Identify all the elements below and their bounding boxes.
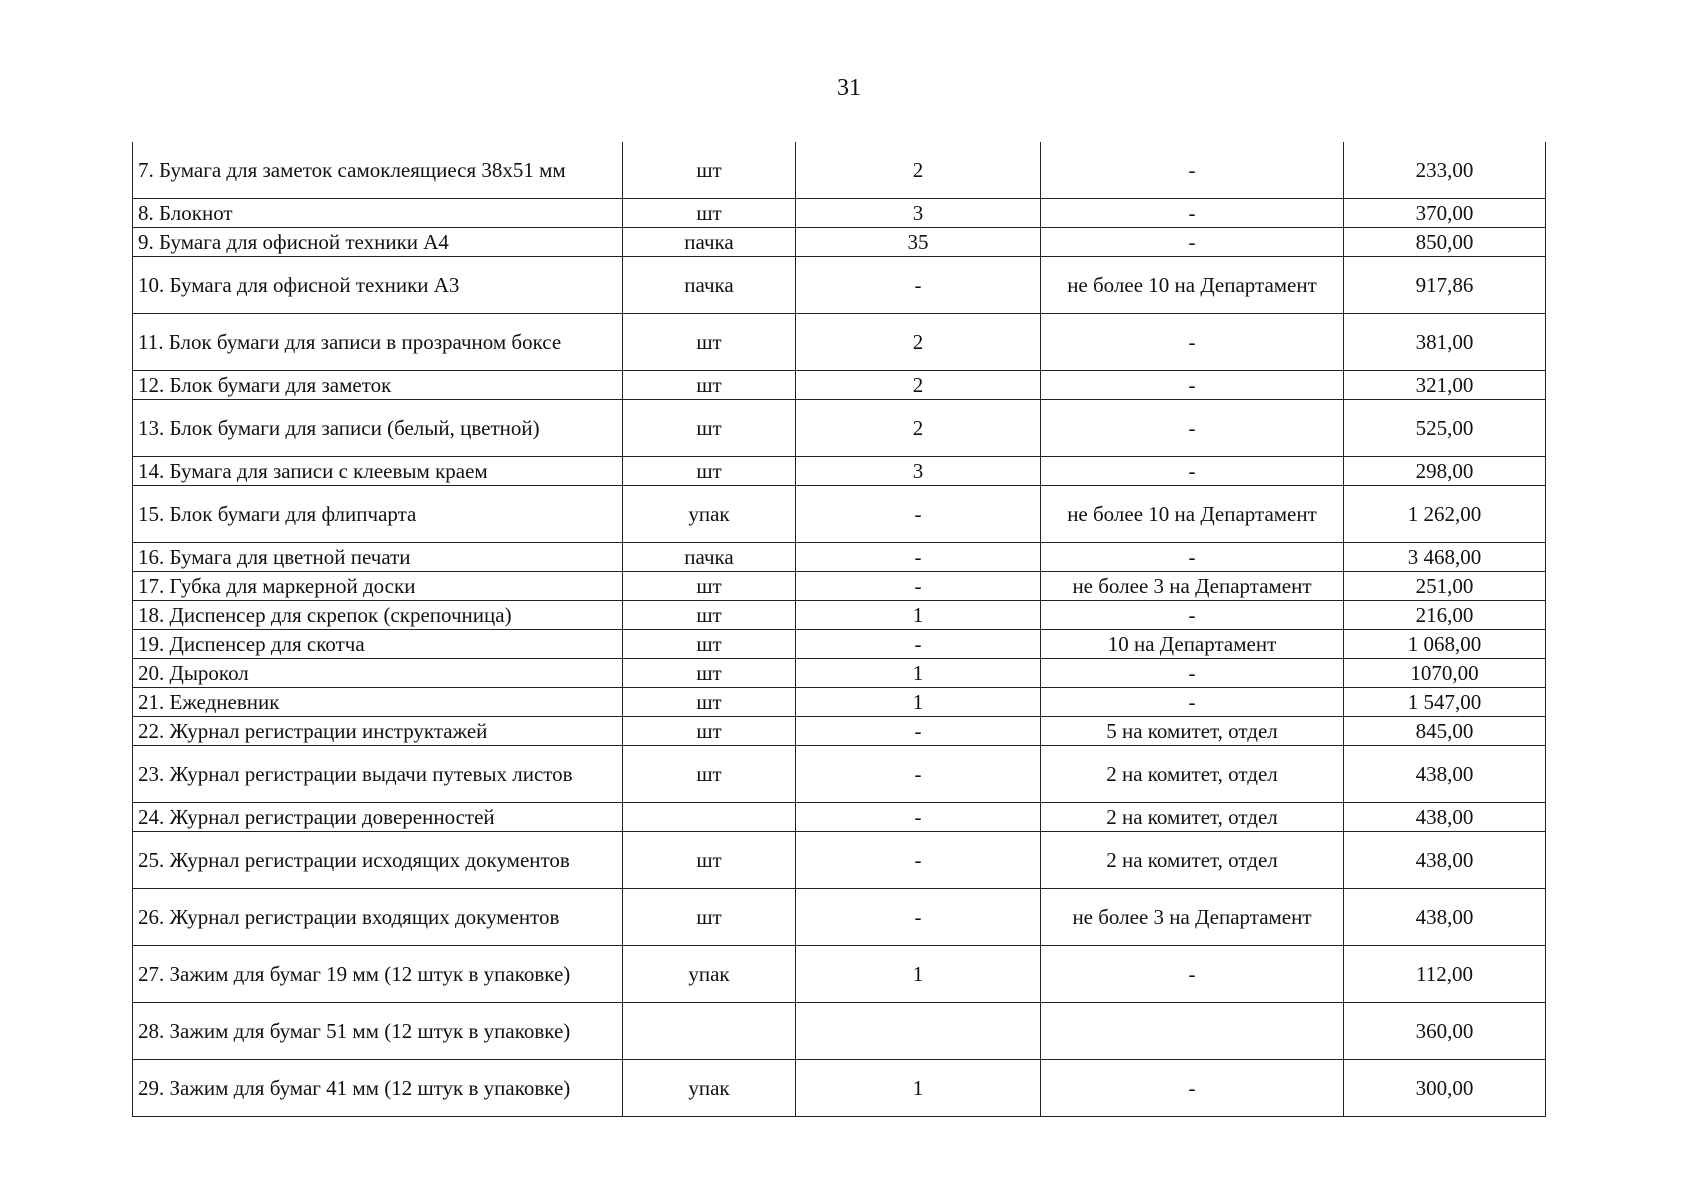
- item-quantity: 1: [796, 688, 1041, 717]
- item-quantity: -: [796, 717, 1041, 746]
- item-unit: шт: [623, 889, 796, 946]
- item-quantity: 3: [796, 457, 1041, 486]
- item-quantity: 2: [796, 142, 1041, 199]
- item-name: 12. Блок бумаги для заметок: [133, 371, 623, 400]
- item-price: 112,00: [1344, 946, 1546, 1003]
- item-quantity: 1: [796, 659, 1041, 688]
- item-price: 300,00: [1344, 1060, 1546, 1117]
- item-price: 370,00: [1344, 199, 1546, 228]
- item-note: 5 на комитет, отдел: [1041, 717, 1344, 746]
- item-note: 10 на Департамент: [1041, 630, 1344, 659]
- table-row: [133, 717, 1546, 746]
- item-unit: шт: [623, 832, 796, 889]
- item-name: 15. Блок бумаги для флипчарта: [133, 486, 623, 543]
- item-note: 2 на комитет, отдел: [1041, 746, 1344, 803]
- item-unit: [623, 1003, 796, 1060]
- item-price: 850,00: [1344, 228, 1546, 257]
- item-name: 29. Зажим для бумаг 41 мм (12 штук в упаковке): [133, 1060, 623, 1117]
- table-row: [133, 257, 1546, 314]
- table-row: [133, 457, 1546, 486]
- table-row: [133, 803, 1546, 832]
- item-quantity: 35: [796, 228, 1041, 257]
- item-note: не более 3 на Департамент: [1041, 889, 1344, 946]
- item-price: 381,00: [1344, 314, 1546, 371]
- table-row: [133, 601, 1546, 630]
- item-name: 7. Бумага для заметок самоклеящиеся 38х51 мм: [133, 142, 623, 199]
- item-quantity: -: [796, 889, 1041, 946]
- item-name: 24. Журнал регистрации доверенностей: [133, 803, 623, 832]
- item-unit: шт: [623, 142, 796, 199]
- item-price: 233,00: [1344, 142, 1546, 199]
- table-row: [133, 659, 1546, 688]
- item-note: -: [1041, 1060, 1344, 1117]
- table-row: [133, 314, 1546, 371]
- item-unit: пачка: [623, 257, 796, 314]
- item-name: 21. Ежедневник: [133, 688, 623, 717]
- item-unit: шт: [623, 572, 796, 601]
- item-price: 438,00: [1344, 746, 1546, 803]
- item-price: 917,86: [1344, 257, 1546, 314]
- table-row: [133, 630, 1546, 659]
- item-note: -: [1041, 142, 1344, 199]
- item-name: 10. Бумага для офисной техники А3: [133, 257, 623, 314]
- table-row: [133, 486, 1546, 543]
- item-unit: шт: [623, 601, 796, 630]
- item-quantity: -: [796, 832, 1041, 889]
- item-quantity: 2: [796, 314, 1041, 371]
- table-row: [133, 142, 1546, 199]
- item-price: 321,00: [1344, 371, 1546, 400]
- table-row: [133, 1003, 1546, 1060]
- item-unit: шт: [623, 457, 796, 486]
- item-price: 298,00: [1344, 457, 1546, 486]
- item-unit: пачка: [623, 228, 796, 257]
- item-price: 360,00: [1344, 1003, 1546, 1060]
- table-row: [133, 199, 1546, 228]
- table-row: [133, 400, 1546, 457]
- item-name: 23. Журнал регистрации выдачи путевых листов: [133, 746, 623, 803]
- item-note: -: [1041, 946, 1344, 1003]
- item-note: -: [1041, 457, 1344, 486]
- item-name: 27. Зажим для бумаг 19 мм (12 штук в упаковке): [133, 946, 623, 1003]
- item-price: 525,00: [1344, 400, 1546, 457]
- item-name: 20. Дырокол: [133, 659, 623, 688]
- item-price: 438,00: [1344, 803, 1546, 832]
- item-quantity: -: [796, 257, 1041, 314]
- item-name: 25. Журнал регистрации исходящих документов: [133, 832, 623, 889]
- table-row: [133, 572, 1546, 601]
- item-note: 2 на комитет, отдел: [1041, 832, 1344, 889]
- item-unit: упак: [623, 486, 796, 543]
- item-quantity: 2: [796, 400, 1041, 457]
- item-note: -: [1041, 659, 1344, 688]
- item-name: 9. Бумага для офисной техники А4: [133, 228, 623, 257]
- item-quantity: [796, 1003, 1041, 1060]
- item-price: 251,00: [1344, 572, 1546, 601]
- table-row: [133, 1060, 1546, 1117]
- item-price: 845,00: [1344, 717, 1546, 746]
- item-unit: упак: [623, 1060, 796, 1117]
- item-note: [1041, 1003, 1344, 1060]
- item-name: 22. Журнал регистрации инструктажей: [133, 717, 623, 746]
- item-name: 17. Губка для маркерной доски: [133, 572, 623, 601]
- table-row: [133, 688, 1546, 717]
- table-row: [133, 946, 1546, 1003]
- item-name: 14. Бумага для записи с клеевым краем: [133, 457, 623, 486]
- item-price: 438,00: [1344, 832, 1546, 889]
- item-note: -: [1041, 400, 1344, 457]
- item-name: 18. Диспенсер для скрепок (скрепочница): [133, 601, 623, 630]
- item-unit: шт: [623, 400, 796, 457]
- item-unit: шт: [623, 371, 796, 400]
- item-unit: [623, 803, 796, 832]
- item-name: 16. Бумага для цветной печати: [133, 543, 623, 572]
- item-note: не более 10 на Департамент: [1041, 486, 1344, 543]
- item-name: 13. Блок бумаги для записи (белый, цветной): [133, 400, 623, 457]
- item-quantity: 2: [796, 371, 1041, 400]
- item-quantity: -: [796, 746, 1041, 803]
- item-unit: шт: [623, 688, 796, 717]
- table-row: [133, 889, 1546, 946]
- item-quantity: 1: [796, 1060, 1041, 1117]
- supplies-table: [132, 142, 1546, 1117]
- item-unit: пачка: [623, 543, 796, 572]
- item-name: 11. Блок бумаги для записи в прозрачном боксе: [133, 314, 623, 371]
- item-quantity: -: [796, 630, 1041, 659]
- item-price: 438,00: [1344, 889, 1546, 946]
- item-quantity: -: [796, 572, 1041, 601]
- item-note: -: [1041, 688, 1344, 717]
- item-price: 1 068,00: [1344, 630, 1546, 659]
- item-note: -: [1041, 371, 1344, 400]
- item-quantity: 1: [796, 601, 1041, 630]
- table-row: [133, 371, 1546, 400]
- table-row: [133, 543, 1546, 572]
- item-name: 8. Блокнот: [133, 199, 623, 228]
- item-unit: шт: [623, 717, 796, 746]
- table-row: [133, 746, 1546, 803]
- item-note: не более 3 на Департамент: [1041, 572, 1344, 601]
- item-unit: шт: [623, 314, 796, 371]
- item-name: 26. Журнал регистрации входящих документов: [133, 889, 623, 946]
- item-unit: шт: [623, 746, 796, 803]
- item-price: 216,00: [1344, 601, 1546, 630]
- item-note: -: [1041, 314, 1344, 371]
- item-name: 19. Диспенсер для скотча: [133, 630, 623, 659]
- item-note: -: [1041, 543, 1344, 572]
- item-quantity: 3: [796, 199, 1041, 228]
- item-note: -: [1041, 601, 1344, 630]
- item-quantity: -: [796, 803, 1041, 832]
- item-price: 1070,00: [1344, 659, 1546, 688]
- item-unit: шт: [623, 630, 796, 659]
- item-quantity: -: [796, 543, 1041, 572]
- item-quantity: 1: [796, 946, 1041, 1003]
- item-price: 3 468,00: [1344, 543, 1546, 572]
- item-note: -: [1041, 228, 1344, 257]
- item-unit: шт: [623, 199, 796, 228]
- item-note: 2 на комитет, отдел: [1041, 803, 1344, 832]
- item-price: 1 547,00: [1344, 688, 1546, 717]
- page-number: 31: [837, 75, 861, 101]
- table-row: [133, 228, 1546, 257]
- item-name: 28. Зажим для бумаг 51 мм (12 штук в упаковке): [133, 1003, 623, 1060]
- item-quantity: -: [796, 486, 1041, 543]
- item-note: не более 10 на Департамент: [1041, 257, 1344, 314]
- item-price: 1 262,00: [1344, 486, 1546, 543]
- item-unit: упак: [623, 946, 796, 1003]
- item-note: -: [1041, 199, 1344, 228]
- table-row: [133, 832, 1546, 889]
- item-unit: шт: [623, 659, 796, 688]
